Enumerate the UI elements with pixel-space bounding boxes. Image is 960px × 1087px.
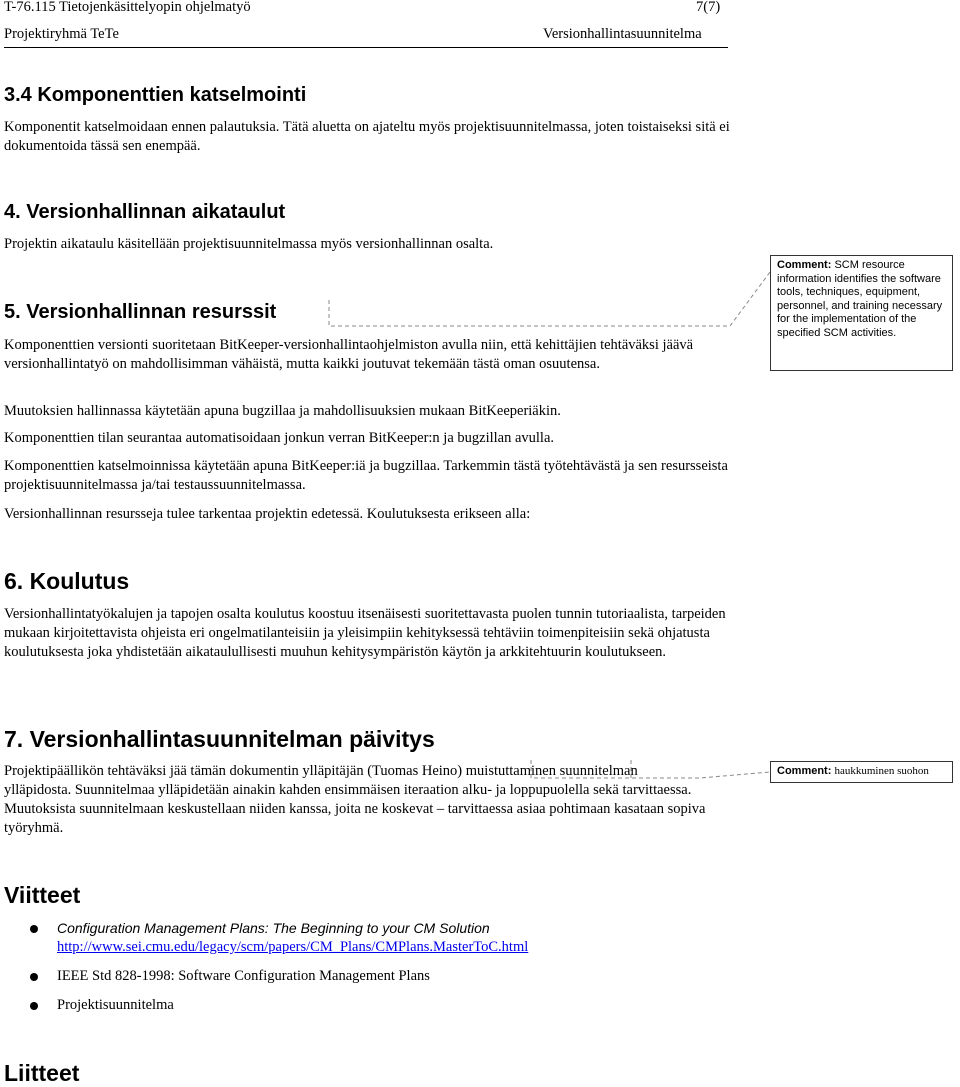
- section-7-heading: 7. Versionhallintasuunnitelman päivitys: [4, 726, 435, 752]
- header-doc-title: Versionhallintasuunnitelma: [543, 26, 702, 42]
- section-5-paragraph-5: Versionhallinnan resursseja tulee tarkentaa projektin edetessä. Koulutuksesta erikseen alla:: [4, 506, 531, 522]
- comment-balloon[interactable]: [770, 761, 953, 783]
- section-4-paragraph: Projektin aikataulu käsitellään projektisuunnitelmassa myös versionhallinnan osalta.: [4, 236, 494, 252]
- section-3-4-heading: 3.4 Komponenttien katselmointi: [4, 84, 307, 106]
- section-5-paragraph-2: Muutoksien hallinnassa käytetään apuna bugzillaa ja mahdollisuuksien mukaan BitKeeperiäkin.: [4, 403, 561, 419]
- header-group: Projektiryhmä TeTe: [4, 26, 119, 42]
- comment-text: SCM resource information identifies the software tools, techniques, equipment, personnel, and training necessary for the implementation of the specified SCM activities.: [777, 259, 943, 339]
- section-7-paragraph-rest: ylläpidosta. Suunnitelmaa ylläpidetään ainakin kahden ensimmäisen iteraation alku- ja loppupuolella sekä tarvittaessa. Muutoksista suunnitelmaan keskustellaan niiden kanssa, joita ne koskevat – tarvittaessa asiaa pohtimaan kasataan sopiva työryhmä.: [4, 782, 706, 836]
- section-4-heading: 4. Versionhallinnan aikataulut: [4, 201, 286, 223]
- references-heading: Viitteet: [4, 882, 81, 908]
- section-6-paragraph: Versionhallintatyökalujen ja tapojen osalta koulutus koostuu itsenäisesti suoritettavasta puolen tunnin tutoriaalista, tarpeiden mukaan kirjoitettavista ohjeista eri ongelmatilanteisiin ja yleisimpiin kehityksessä tehtäviin toimenpiteisiin sekä ohjatusta koulutuksesta joka yhdistetään aikataulullisesti muuhun kehitysympäristön käytön ja arkkitehtuurin koulutukseen.: [4, 606, 726, 660]
- section-6-heading: 6. Koulutus: [4, 568, 130, 594]
- reference-item-link[interactable]: http://www.sei.cmu.edu/legacy/scm/papers/CM_Plans/CMPlans.MasterToC.html: [57, 939, 529, 955]
- reference-item-title: IEEE Std 828-1998: Software Configuration Management Plans: [57, 968, 430, 984]
- header-page-number: 7(7): [696, 0, 721, 15]
- section-3-4-paragraph: Komponentit katselmoidaan ennen palautuksia. Tätä aluetta on ajateltu myös projektisuunnitelmassa, joten toistaiseksi sitä ei dokumentoida tässä sen enempää.: [4, 119, 730, 154]
- comment-balloon[interactable]: [770, 255, 953, 371]
- section-5-paragraph-4: Komponenttien katselmoinnissa käytetään apuna BitKeeper:iä ja bugzillaa. Tarkemmin tästä työtehtävästä ja sen resursseista projektisuunnitelmassa ja/tai testaussuunnitelmassa.: [4, 458, 728, 493]
- section-7-paragraph-line1: Projektipäällikön tehtäväksi jää tämän dokumentin ylläpitäjän (Tuomas Heino) muistuttaminen suunnitelman: [4, 763, 638, 779]
- comment-text: haukkuminen suohon: [834, 765, 929, 777]
- comment-label: Comment:: [777, 765, 832, 777]
- section-5-heading: 5. Versionhallinnan resurssit: [4, 301, 277, 323]
- section-5-paragraph-3: Komponenttien tilan seurantaa automatisoidaan jonkun verran BitKeeper:n ja bugzillan avulla.: [4, 430, 555, 446]
- header-course: T-76.115 Tietojenkäsittelyopin ohjelmatyö: [4, 0, 251, 15]
- comment-label: Comment:: [777, 259, 832, 271]
- reference-item-title: Projektisuunnitelma: [57, 997, 174, 1013]
- reference-item-title: Configuration Management Plans: The Beginning to your CM Solution: [57, 920, 490, 936]
- appendices-heading: Liitteet: [4, 1060, 80, 1086]
- section-5-paragraph-1: Komponenttien versionti suoritetaan BitKeeper-versionhallintaohjelmiston avulla niin, että kehittäjien tehtäväksi jäävä versionhallintatyö on mahdollisimman vähäistä, mutta kaikki joutuvat tekemään tästä oman osuutensa.: [4, 337, 694, 372]
